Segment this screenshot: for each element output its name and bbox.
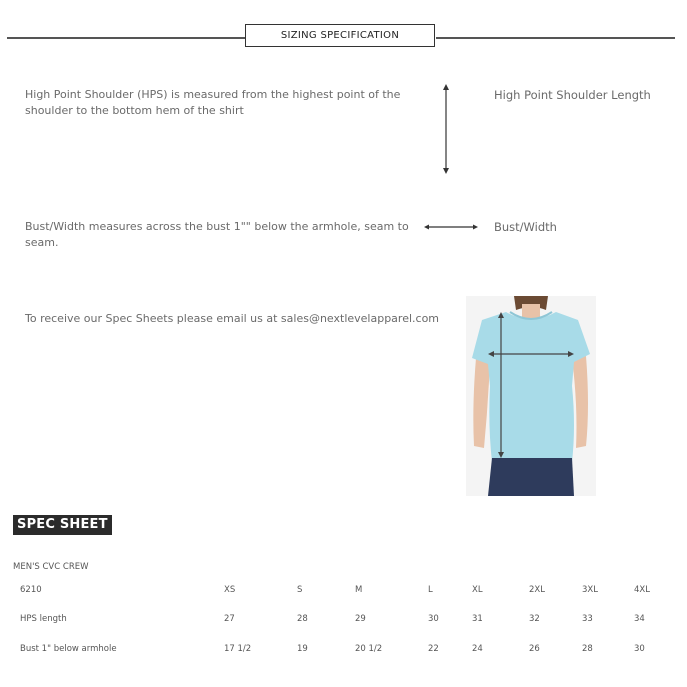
model-jeans: [488, 458, 574, 496]
table-header-cell: 3XL: [582, 585, 598, 595]
table-header-cell: 6210: [20, 585, 42, 595]
table-cell: 22: [428, 644, 439, 654]
table-header-cell: XS: [224, 585, 236, 595]
hps-description: High Point Shoulder (HPS) is measured from the highest point of the shoulder to the bottom hem of the shirt: [25, 88, 401, 117]
spec-sheet-subtitle: MEN'S CVC CREW: [13, 562, 89, 572]
header-rule-right: [436, 37, 675, 39]
table-cell: HPS length: [20, 614, 67, 624]
table-cell: 26: [529, 644, 540, 654]
table-cell: 19: [297, 644, 308, 654]
page-title: SIZING SPECIFICATION: [245, 24, 435, 47]
table-cell: 30: [634, 644, 645, 654]
vertical-arrow-icon: [441, 84, 451, 174]
table-cell: 33: [582, 614, 593, 624]
table-cell: 24: [472, 644, 483, 654]
table-cell: 32: [529, 614, 540, 624]
model-tshirt-illustration: [466, 296, 596, 496]
table-cell: Bust 1" below armhole: [20, 644, 117, 654]
table-header-cell: XL: [472, 585, 483, 595]
table-cell: 30: [428, 614, 439, 624]
table-cell: 27: [224, 614, 235, 624]
bust-label: Bust/Width: [494, 220, 557, 234]
header-rule-left: [7, 37, 245, 39]
table-header-cell: 4XL: [634, 585, 650, 595]
table-cell: 17 1/2: [224, 644, 252, 654]
horizontal-arrow-icon: [424, 222, 478, 232]
spec-sheet-badge: SPEC SHEET: [13, 515, 112, 535]
table-cell: 29: [355, 614, 366, 624]
bust-description: Bust/Width measures across the bust 1"" below the armhole, seam to seam.: [25, 220, 409, 249]
table-header-cell: 2XL: [529, 585, 545, 595]
table-header-cell: M: [355, 585, 363, 595]
table-header-cell: S: [297, 585, 303, 595]
table-cell: 28: [582, 644, 593, 654]
hps-label: High Point Shoulder Length: [494, 88, 651, 102]
table-cell: 31: [472, 614, 483, 624]
table-header-cell: L: [428, 585, 433, 595]
table-cell: 28: [297, 614, 308, 624]
contact-text: To receive our Spec Sheets please email us at sales@nextlevelapparel.com: [25, 312, 440, 325]
table-cell: 20 1/2: [355, 644, 383, 654]
table-cell: 34: [634, 614, 645, 624]
model-neck: [522, 304, 540, 318]
